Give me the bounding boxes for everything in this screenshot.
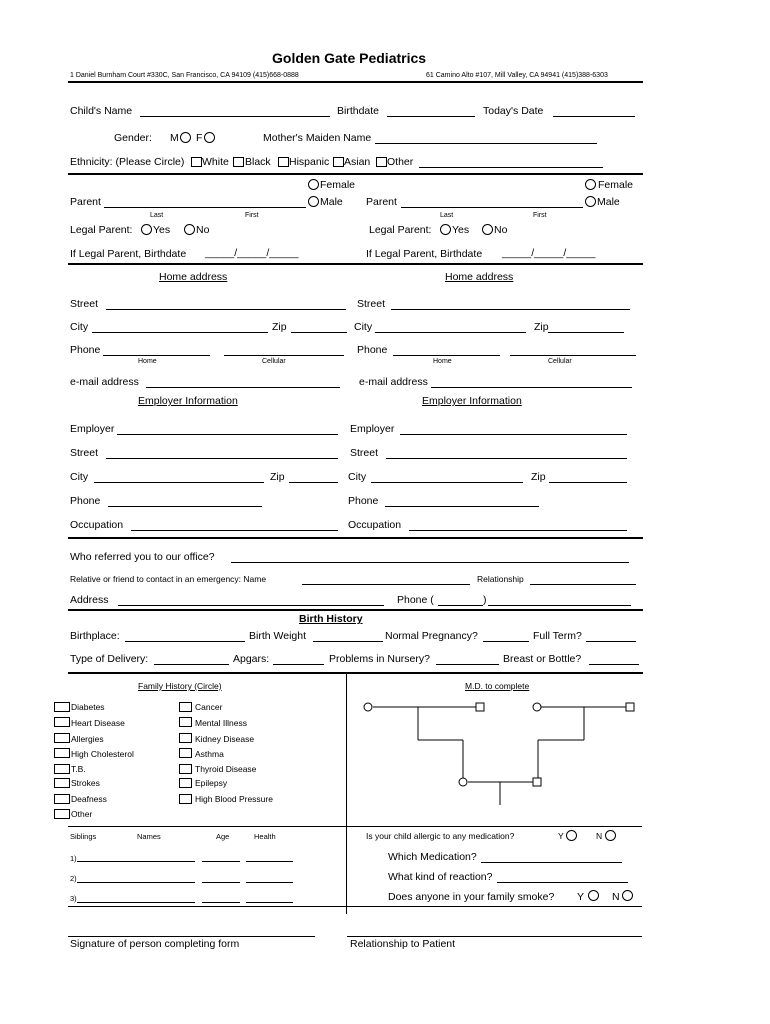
- p2-emp-phone-label: Phone: [348, 495, 379, 507]
- grandmother-paternal-symbol: [364, 703, 372, 711]
- siblings-age-heading: Age: [216, 832, 230, 841]
- parent1-birthdate-label: If Legal Parent, Birthdate: [70, 248, 187, 260]
- p2-emp-zip-field[interactable]: [549, 482, 627, 483]
- sibling-3-age-field[interactable]: [202, 902, 240, 903]
- sibling-1-age-field[interactable]: [202, 861, 240, 862]
- fh-allergies-label: Allergies: [71, 734, 104, 744]
- fh-tb-checkbox[interactable]: [54, 764, 70, 774]
- grandmother-maternal-symbol: [533, 703, 541, 711]
- page-title: Golden Gate Pediatrics: [272, 50, 427, 66]
- who-referred-field[interactable]: [231, 562, 629, 563]
- mother-symbol: [459, 778, 467, 786]
- p2-emp-street-label: Street: [350, 447, 379, 459]
- allergic-yes-radio[interactable]: [566, 830, 577, 841]
- pedigree-lines: [373, 707, 626, 805]
- fh-mental-illness-checkbox[interactable]: [179, 717, 192, 727]
- p2-emp-zip-label: Zip: [531, 471, 546, 483]
- birth-history-heading: Birth History: [299, 613, 363, 625]
- gender-female-radio[interactable]: [204, 132, 215, 143]
- grandfather-maternal-symbol: [626, 703, 634, 711]
- fh-high-blood-pressure-checkbox[interactable]: [179, 794, 192, 804]
- parent1-legal-yes-radio[interactable]: [141, 224, 152, 235]
- siblings-heading: Siblings: [70, 832, 97, 841]
- reaction-label: What kind of reaction?: [388, 871, 493, 883]
- ethnicity-other-checkbox[interactable]: [376, 157, 387, 167]
- fh-other-checkbox[interactable]: [54, 809, 70, 819]
- ethnicity-white-checkbox[interactable]: [191, 157, 202, 167]
- p1-phone-home-field[interactable]: [103, 355, 210, 356]
- gender-male-radio[interactable]: [180, 132, 191, 143]
- fh-high-cholesterol-label: High Cholesterol: [71, 749, 134, 759]
- p2-street-field[interactable]: [391, 309, 630, 310]
- address-san-francisco: 1 Daniel Burnham Court #330C, San Francisco, CA 94109 (415)668-0888: [70, 72, 299, 79]
- mothers-maiden-name-label: Mother's Maiden Name: [263, 132, 372, 144]
- header-rule: [68, 81, 643, 83]
- ethnicity-hispanic-label: Hispanic: [289, 156, 330, 168]
- p1-city-field[interactable]: [92, 332, 268, 333]
- parent1-male-radio[interactable]: [308, 196, 319, 207]
- fh-strokes-label: Strokes: [71, 778, 100, 788]
- problems-in-nursery-field[interactable]: [436, 664, 499, 665]
- parent2-female-label: Female: [598, 179, 634, 191]
- p2-zip-label: Zip: [534, 321, 549, 333]
- type-of-delivery-field[interactable]: [154, 664, 229, 665]
- sibling-row-3-label: 3): [70, 894, 77, 903]
- p2-street-label: Street: [357, 298, 386, 310]
- p1-occupation-field[interactable]: [131, 530, 338, 531]
- p1-zip-field[interactable]: [291, 332, 347, 333]
- gender-female-label: F: [196, 132, 203, 144]
- p2-emp-city-field[interactable]: [371, 482, 523, 483]
- todays-date-label: Today's Date: [483, 105, 544, 117]
- p1-emp-city-label: City: [70, 471, 89, 483]
- smoke-yes-radio[interactable]: [588, 890, 599, 901]
- p2-city-field[interactable]: [375, 332, 526, 333]
- fh-strokes-checkbox[interactable]: [54, 778, 70, 788]
- p2-email-label: e-mail address: [359, 376, 428, 388]
- p2-occupation-label: Occupation: [348, 519, 402, 531]
- section-rule: [68, 609, 643, 611]
- father-symbol: [533, 778, 541, 786]
- sibling-2-health-field[interactable]: [246, 882, 293, 883]
- p2-zip-field[interactable]: [548, 332, 624, 333]
- signature-label: Signature of person completing form: [70, 938, 240, 950]
- allergic-no-label: N: [596, 831, 603, 841]
- parent2-first-caption: First: [533, 212, 547, 219]
- p1-phone-cell-field[interactable]: [224, 355, 344, 356]
- type-of-delivery-label: Type of Delivery:: [70, 653, 149, 665]
- allergic-no-radio[interactable]: [605, 830, 616, 841]
- which-medication-label: Which Medication?: [388, 851, 477, 863]
- family-smoke-label: Does anyone in your family smoke?: [388, 891, 555, 903]
- address-mill-valley: 61 Camino Alto #107, Mill Valley, CA 94941 (415)388-6303: [426, 72, 608, 79]
- p1-emp-phone-label: Phone: [70, 495, 101, 507]
- parent1-male-label: Male: [320, 196, 343, 208]
- p1-cellular-caption: Cellular: [262, 358, 286, 365]
- employer-heading-left: Employer Information: [138, 395, 238, 407]
- p1-emp-street-label: Street: [70, 447, 99, 459]
- siblings-health-heading: Health: [254, 832, 276, 841]
- family-history-heading: Family History (Circle): [138, 681, 222, 691]
- parent1-birthdate-field[interactable]: _____/_____/_____: [205, 247, 299, 259]
- birthplace-label: Birthplace:: [70, 630, 120, 642]
- emergency-relationship-label: Relationship: [477, 574, 524, 584]
- ethnicity-label: Ethnicity: (Please Circle): [70, 156, 185, 168]
- fh-high-cholesterol-checkbox[interactable]: [54, 748, 70, 758]
- p2-employer-field[interactable]: [400, 434, 627, 435]
- birthplace-field[interactable]: [125, 641, 245, 642]
- parent2-male-label: Male: [597, 196, 620, 208]
- normal-pregnancy-field[interactable]: [483, 641, 529, 642]
- p1-city-label: City: [70, 321, 89, 333]
- breast-or-bottle-label: Breast or Bottle?: [503, 653, 582, 665]
- full-term-field[interactable]: [586, 641, 636, 642]
- p1-email-field[interactable]: [146, 387, 340, 388]
- parent2-legal-no-radio[interactable]: [482, 224, 493, 235]
- sibling-2-name-field[interactable]: [77, 882, 195, 883]
- gender-male-label: M: [170, 132, 179, 144]
- sibling-3-health-field[interactable]: [246, 902, 293, 903]
- section-rule: [68, 173, 643, 175]
- p1-employer-field[interactable]: [117, 434, 338, 435]
- section-rule: [68, 537, 643, 539]
- p1-emp-zip-field[interactable]: [289, 482, 338, 483]
- fh-allergies-checkbox[interactable]: [54, 733, 70, 743]
- breast-or-bottle-field[interactable]: [589, 664, 639, 665]
- p2-city-label: City: [354, 321, 373, 333]
- fh-thyroid-disease-label: Thyroid Disease: [195, 764, 257, 774]
- smoke-no-radio[interactable]: [622, 890, 633, 901]
- fh-kidney-disease-label: Kidney Disease: [195, 734, 255, 744]
- p1-emp-phone-field[interactable]: [108, 506, 262, 507]
- parent1-name-field[interactable]: [104, 207, 306, 208]
- column-divider: [346, 674, 347, 914]
- emergency-address-label: Address: [70, 594, 109, 606]
- allergic-yes-label: Y: [558, 831, 564, 841]
- fh-kidney-disease-checkbox[interactable]: [179, 733, 192, 743]
- which-medication-field[interactable]: [481, 862, 622, 863]
- gender-label: Gender:: [114, 132, 152, 144]
- p2-occupation-field[interactable]: [409, 530, 627, 531]
- p1-phone-label: Phone: [70, 344, 101, 356]
- parent2-legal-label: Legal Parent:: [369, 224, 432, 236]
- birth-weight-label: Birth Weight: [249, 630, 306, 642]
- p1-emp-street-field[interactable]: [106, 458, 338, 459]
- fh-epilepsy-checkbox[interactable]: [179, 778, 192, 788]
- parent1-first-caption: First: [245, 212, 259, 219]
- parent1-female-radio[interactable]: [308, 179, 319, 190]
- parent2-birthdate-label: If Legal Parent, Birthdate: [366, 248, 483, 260]
- parent1-legal-no-label: No: [196, 224, 210, 236]
- fh-heart-disease-label: Heart Disease: [71, 718, 125, 728]
- p2-phone-home-field[interactable]: [393, 355, 500, 356]
- p2-emp-street-field[interactable]: [386, 458, 627, 459]
- sibling-row-2-label: 2): [70, 874, 77, 883]
- parent2-birthdate-field[interactable]: _____/_____/_____: [502, 247, 596, 259]
- sibling-3-name-field[interactable]: [77, 902, 195, 903]
- mothers-maiden-name-field[interactable]: [375, 143, 597, 144]
- fh-asthma-label: Asthma: [195, 749, 224, 759]
- fh-asthma-checkbox[interactable]: [179, 748, 192, 758]
- parent2-last-caption: Last: [440, 212, 454, 219]
- md-to-complete-heading: M.D. to complete: [465, 681, 530, 691]
- parent2-legal-yes-label: Yes: [452, 224, 470, 236]
- p1-employer-label: Employer: [70, 423, 115, 435]
- birthdate-label: Birthdate: [337, 105, 380, 117]
- parent2-legal-no-label: No: [494, 224, 508, 236]
- emergency-address-field[interactable]: [118, 605, 384, 606]
- parent1-legal-yes-label: Yes: [153, 224, 171, 236]
- fh-mental-illness-label: Mental Illness: [195, 718, 247, 728]
- emergency-phone-close: ): [483, 594, 487, 606]
- emergency-contact-label: Relative or friend to contact in an emergency: Name: [70, 574, 267, 584]
- p1-occupation-label: Occupation: [70, 519, 124, 531]
- ethnicity-white-label: White: [202, 156, 229, 168]
- p2-phone-label: Phone: [357, 344, 388, 356]
- smoke-yes-label: Y: [577, 891, 585, 903]
- birthdate-field[interactable]: [387, 116, 475, 117]
- smoke-no-label: N: [612, 891, 620, 903]
- parent1-legal-label: Legal Parent:: [70, 224, 133, 236]
- full-term-label: Full Term?: [533, 630, 582, 642]
- fh-cancer-label: Cancer: [195, 702, 223, 712]
- grandfather-paternal-symbol: [476, 703, 484, 711]
- sibling-2-age-field[interactable]: [202, 882, 240, 883]
- employer-heading-right: Employer Information: [422, 395, 522, 407]
- p2-emp-phone-field[interactable]: [385, 506, 539, 507]
- sibling-row-1-label: 1): [70, 854, 77, 863]
- p2-employer-label: Employer: [350, 423, 395, 435]
- emergency-phone-field[interactable]: [488, 605, 631, 606]
- fh-thyroid-disease-checkbox[interactable]: [179, 764, 192, 774]
- relationship-to-patient-label: Relationship to Patient: [350, 938, 456, 950]
- who-referred-label: Who referred you to our office?: [70, 551, 215, 563]
- fh-heart-disease-checkbox[interactable]: [54, 717, 70, 727]
- parent2-male-radio[interactable]: [585, 196, 596, 207]
- medication-top-rule: [347, 826, 642, 827]
- p2-home-caption: Home: [433, 358, 452, 365]
- section-rule: [68, 263, 643, 265]
- fh-high-blood-pressure-label: High Blood Pressure: [195, 794, 273, 804]
- parent2-legal-yes-radio[interactable]: [440, 224, 451, 235]
- p1-home-caption: Home: [138, 358, 157, 365]
- p2-phone-cell-field[interactable]: [510, 355, 636, 356]
- parent2-female-radio[interactable]: [585, 179, 596, 190]
- fh-deafness-checkbox[interactable]: [54, 794, 70, 804]
- p1-email-label: e-mail address: [70, 376, 139, 388]
- siblings-names-heading: Names: [137, 832, 161, 841]
- fh-deafness-label: Deafness: [71, 794, 107, 804]
- fh-epilepsy-label: Epilepsy: [195, 778, 228, 788]
- reaction-field[interactable]: [497, 882, 628, 883]
- section-rule: [68, 672, 643, 674]
- birth-weight-field[interactable]: [313, 641, 383, 642]
- parent1-last-caption: Last: [150, 212, 164, 219]
- emergency-phone-label: Phone (: [397, 594, 434, 606]
- ethnicity-asian-label: Asian: [344, 156, 371, 168]
- ethnicity-black-label: Black: [245, 156, 271, 168]
- parent1-female-label: Female: [320, 179, 356, 191]
- p2-email-field[interactable]: [431, 387, 632, 388]
- allergic-question-label: Is your child allergic to any medication?: [366, 831, 515, 841]
- ethnicity-asian-checkbox[interactable]: [333, 157, 344, 167]
- parent1-label: Parent: [70, 196, 101, 208]
- childs-name-label: Child's Name: [70, 105, 133, 117]
- parent2-label: Parent: [366, 196, 397, 208]
- relationship-to-patient-field[interactable]: [347, 936, 642, 937]
- p1-street-field[interactable]: [106, 309, 346, 310]
- fh-tb-label: T.B.: [71, 764, 86, 774]
- emergency-relationship-field[interactable]: [530, 584, 636, 585]
- emergency-phone-area-field[interactable]: [438, 605, 483, 606]
- ethnicity-hispanic-checkbox[interactable]: [278, 157, 289, 167]
- parent2-name-field[interactable]: [401, 207, 583, 208]
- p1-street-label: Street: [70, 298, 99, 310]
- ethnicity-other-label: Other: [387, 156, 414, 168]
- home-address-heading-right: Home address: [445, 271, 514, 283]
- fh-other-label: Other: [71, 809, 93, 819]
- todays-date-field[interactable]: [553, 116, 635, 117]
- parent1-legal-no-radio[interactable]: [184, 224, 195, 235]
- ethnicity-black-checkbox[interactable]: [233, 157, 244, 167]
- p1-emp-city-field[interactable]: [94, 482, 264, 483]
- childs-name-field[interactable]: [140, 116, 330, 117]
- fh-cancer-checkbox[interactable]: [179, 702, 192, 712]
- problems-in-nursery-label: Problems in Nursery?: [329, 653, 430, 665]
- apgars-label: Apgars:: [233, 653, 270, 665]
- p2-emp-city-label: City: [348, 471, 367, 483]
- emergency-contact-name-field[interactable]: [302, 584, 470, 585]
- p1-zip-label: Zip: [272, 321, 287, 333]
- apgars-field[interactable]: [273, 664, 324, 665]
- home-address-heading-left: Home address: [159, 271, 228, 283]
- siblings-top-rule: [68, 826, 347, 827]
- p1-emp-zip-label: Zip: [270, 471, 285, 483]
- pedigree-tree-diagram[interactable]: [350, 698, 650, 810]
- fh-diabetes-checkbox[interactable]: [54, 702, 70, 712]
- ethnicity-other-field[interactable]: [419, 167, 603, 168]
- signature-field[interactable]: [68, 936, 315, 937]
- sibling-1-health-field[interactable]: [246, 861, 293, 862]
- sibling-1-name-field[interactable]: [77, 861, 195, 862]
- section-rule: [68, 906, 642, 907]
- normal-pregnancy-label: Normal Pregnancy?: [385, 630, 478, 642]
- p2-cellular-caption: Cellular: [548, 358, 572, 365]
- fh-diabetes-label: Diabetes: [71, 702, 105, 712]
